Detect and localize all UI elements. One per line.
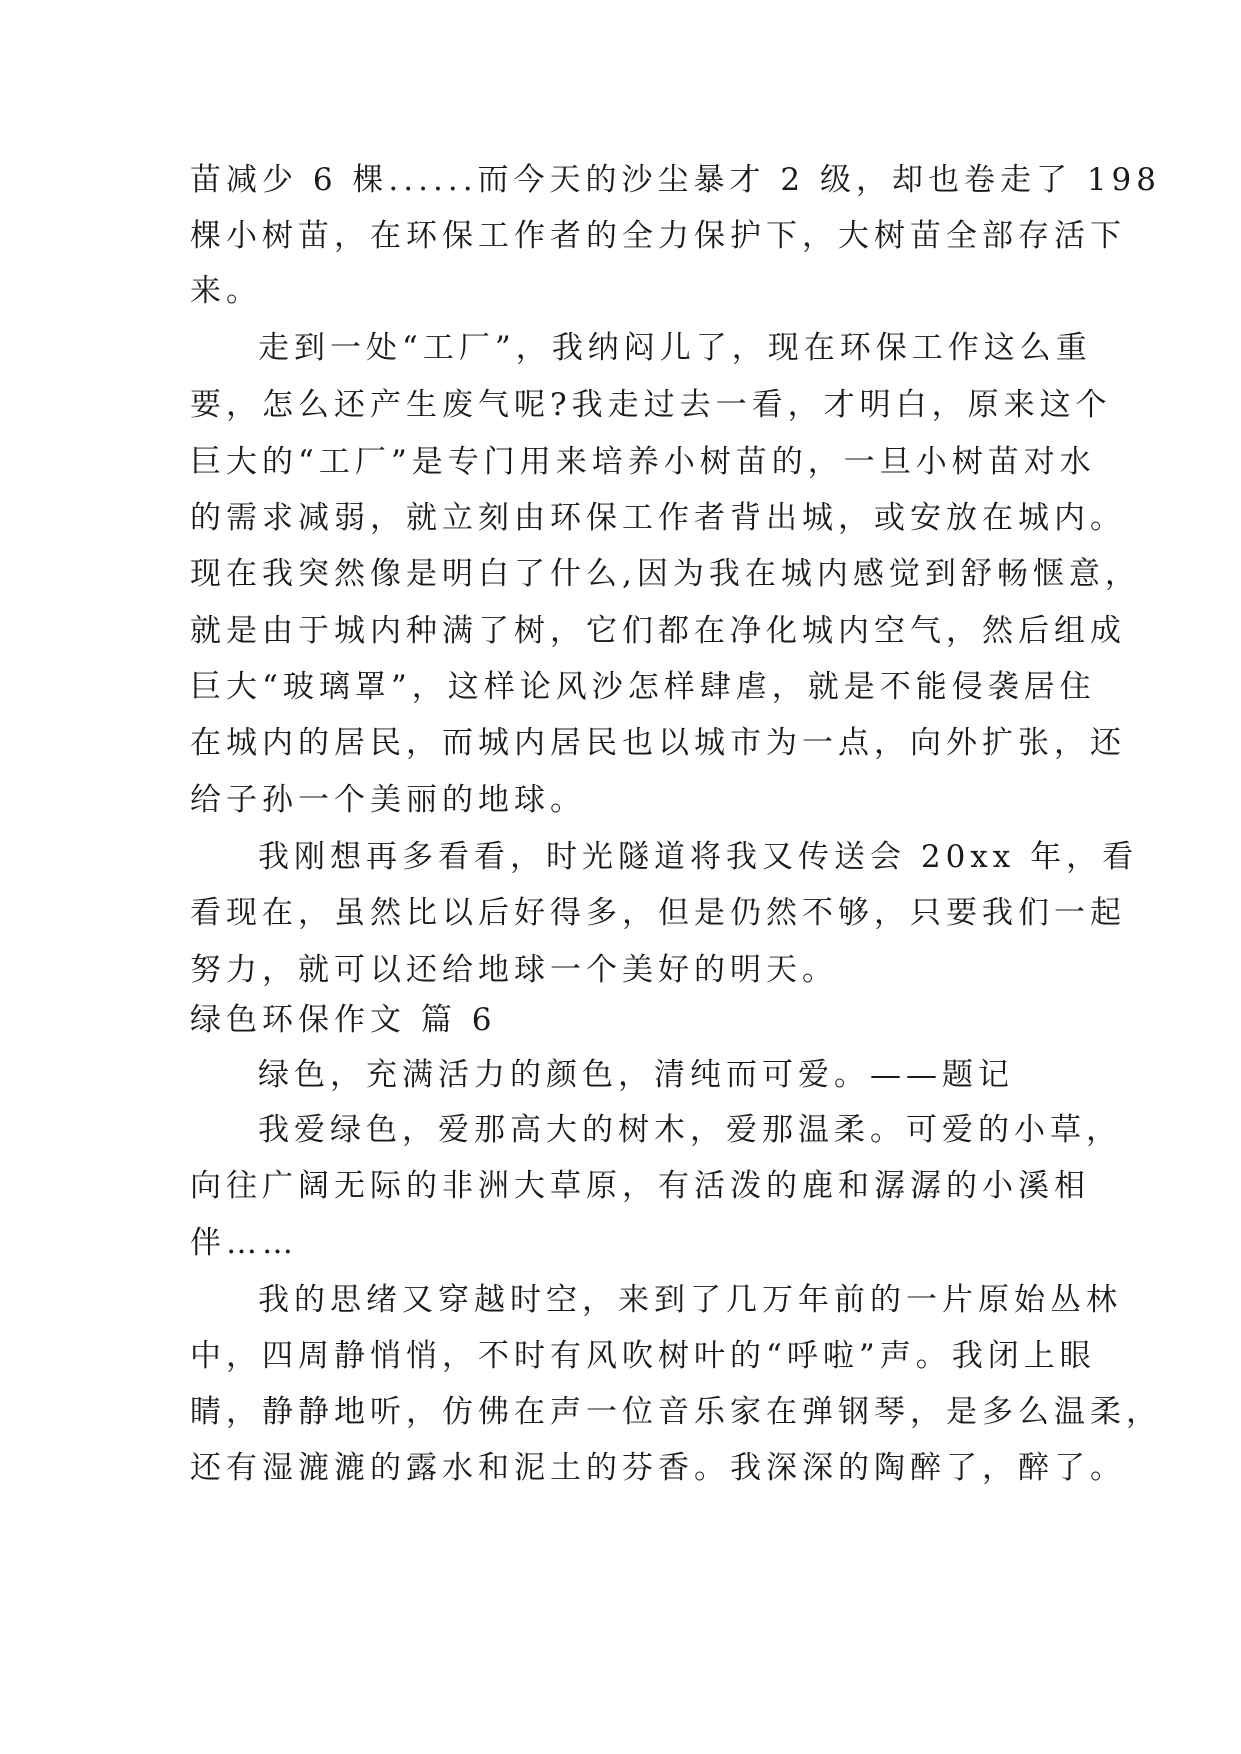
text-line: 苗减少 6 棵......而今天的沙尘暴才 2 级，却也卷走了 198 [190, 162, 1162, 198]
text-line: 努力，就可以还给地球一个美好的明天。 [190, 952, 838, 988]
text-line: 巨大“玻璃罩”，这样论风沙怎样肆虐，就是不能侵袭居住 [190, 669, 1096, 705]
section-heading: 绿色环保作文 篇 6 [190, 1002, 497, 1038]
text-line: 就是由于城内种满了树，它们都在净化城内空气，然后组成 [190, 613, 1126, 649]
epigraph: 绿色，充满活力的颜色，清纯而可爱。——题记 [258, 1057, 1014, 1093]
text-line: 我的思绪又穿越时空，来到了几万年前的一片原始丛林 [258, 1282, 1122, 1318]
text-line: 向往广阔无际的非洲大草原，有活泼的鹿和潺潺的小溪相 [190, 1168, 1090, 1204]
text-line: 来。 [190, 273, 262, 309]
text-line: 棵小树苗，在环保工作者的全力保护下，大树苗全部存活下 [190, 218, 1126, 254]
text-line: 给子孙一个美丽的地球。 [190, 782, 586, 818]
text-line: 伴…… [190, 1225, 298, 1261]
text-line: 还有湿漉漉的露水和泥土的芬香。我深深的陶醉了，醉了。 [190, 1450, 1126, 1486]
text-line: 现在我突然像是明白了什么,因为我在城内感觉到舒畅惬意， [190, 556, 1141, 592]
text-line: 要，怎么还产生废气呢?我走过去一看，才明白，原来这个 [190, 387, 1112, 423]
text-line: 我刚想再多看看，时光隧道将我又传送会 20xx 年，看 [258, 839, 1139, 875]
text-line: 巨大的“工厂”是专门用来培养小树苗的，一旦小树苗对水 [190, 444, 1096, 480]
text-line: 睛，静静地听，仿佛在声一位音乐家在弹钢琴，是多么温柔， [190, 1394, 1162, 1430]
text-line: 走到一处“工厂”，我纳闷儿了，现在环保工作这么重 [258, 330, 1092, 366]
text-line: 中，四周静悄悄，不时有风吹树叶的“呼啦”声。我闭上眼 [190, 1338, 1096, 1374]
text-line: 看现在，虽然比以后好得多，但是仍然不够，只要我们一起 [190, 895, 1126, 931]
text-line: 在城内的居民，而城内居民也以城市为一点，向外扩张，还 [190, 725, 1126, 761]
text-line: 的需求减弱，就立刻由环保工作者背出城，或安放在城内。 [190, 500, 1126, 536]
text-line: 我爱绿色，爱那高大的树木，爱那温柔。可爱的小草， [258, 1112, 1122, 1148]
